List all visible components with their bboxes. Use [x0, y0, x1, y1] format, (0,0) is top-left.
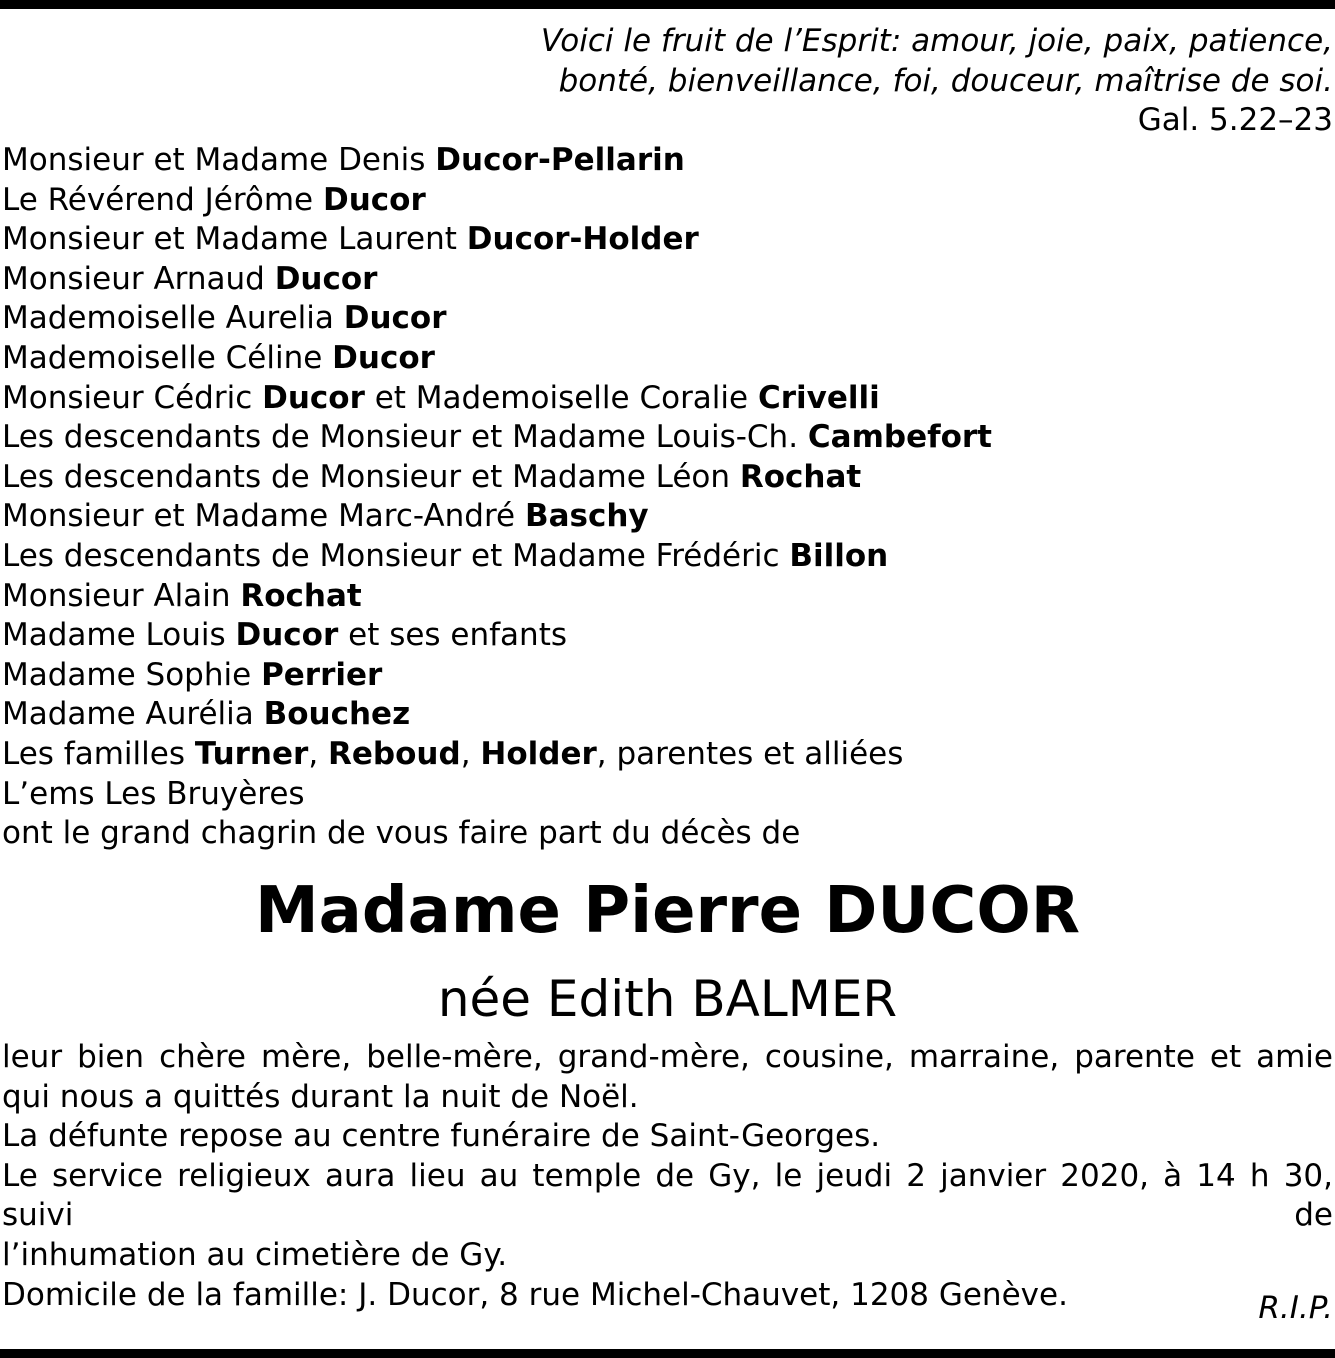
mourner-line: Monsieur et Madame Laurent Ducor-Holder: [2, 221, 699, 258]
funeral-details: [2, 1038, 1333, 1315]
top-border-rule: [0, 0, 1335, 9]
bible-epigraph: [433, 22, 1333, 141]
mourner-line: Les descendants de Monsieur et Madame Frédéric Billon: [2, 537, 889, 574]
mourner-line: Monsieur et Madame Marc-André Baschy: [2, 498, 649, 535]
mourner-line: Le Révérend Jérôme Ducor: [2, 181, 426, 218]
deceased-maiden-name: née Edith BALMER: [437, 970, 898, 1028]
mourner-line: Madame Louis Ducor et ses enfants: [2, 617, 568, 654]
epigraph-line-1: Voici le fruit de l’Esprit: amour, joie, paix, patience,: [540, 23, 1333, 59]
mourner-line: Madame Sophie Perrier: [2, 656, 383, 693]
bottom-border-rule: [0, 1349, 1335, 1358]
mourner-line: Monsieur Cédric Ducor et Mademoiselle Coralie Crivelli: [2, 379, 880, 416]
mourner-line: L’ems Les Bruyères: [2, 775, 305, 812]
epigraph-reference: Gal. 5.22–23: [1137, 102, 1333, 138]
mourner-line: Madame Aurélia Bouchez: [2, 696, 411, 733]
mourner-line: Mademoiselle Aurelia Ducor: [2, 300, 447, 337]
epigraph-line-2: bonté, bienveillance, foi, douceur, maîtrise de soi.: [558, 62, 1333, 99]
rip-closing: R.I.P.: [1258, 1290, 1333, 1326]
details-line-6: Domicile de la famille: J. Ducor, 8 rue Michel-Chauvet, 1208 Genève.: [2, 1276, 1068, 1313]
mourner-line: Monsieur et Madame Denis Ducor-Pellarin: [2, 142, 685, 178]
details-line-5: l’inhumation au cimetière de Gy.: [2, 1236, 508, 1273]
mourner-line: Les descendants de Monsieur et Madame Léon Rochat: [2, 458, 862, 495]
deceased-name: Madame Pierre DUCOR: [254, 874, 1081, 948]
mourner-line: Monsieur Alain Rochat: [2, 577, 362, 614]
mourner-line: Mademoiselle Céline Ducor: [2, 339, 435, 376]
details-line-2: qui nous a quittés durant la nuit de Noël.: [2, 1078, 639, 1115]
details-line-3: La défunte repose au centre funéraire de Saint-Georges.: [2, 1118, 881, 1155]
mourner-line: Les descendants de Monsieur et Madame Louis-Ch. Cambefort: [2, 419, 992, 456]
details-line-1: leur bien chère mère, belle-mère, grand-mère, cousine, marraine, parente et amie: [2, 1039, 1333, 1075]
mourner-line: Monsieur Arnaud Ducor: [2, 260, 378, 297]
mourner-line: Les familles Turner, Reboud, Holder, parentes et alliées: [2, 735, 904, 772]
announcement-line: ont le grand chagrin de vous faire part du décès de: [2, 815, 801, 852]
details-line-4: Le service religieux aura lieu au temple de Gy, le jeudi 2 janvier 2020, à 14 h 30, suivi de: [2, 1157, 1333, 1234]
mourners-list: [2, 141, 1322, 854]
